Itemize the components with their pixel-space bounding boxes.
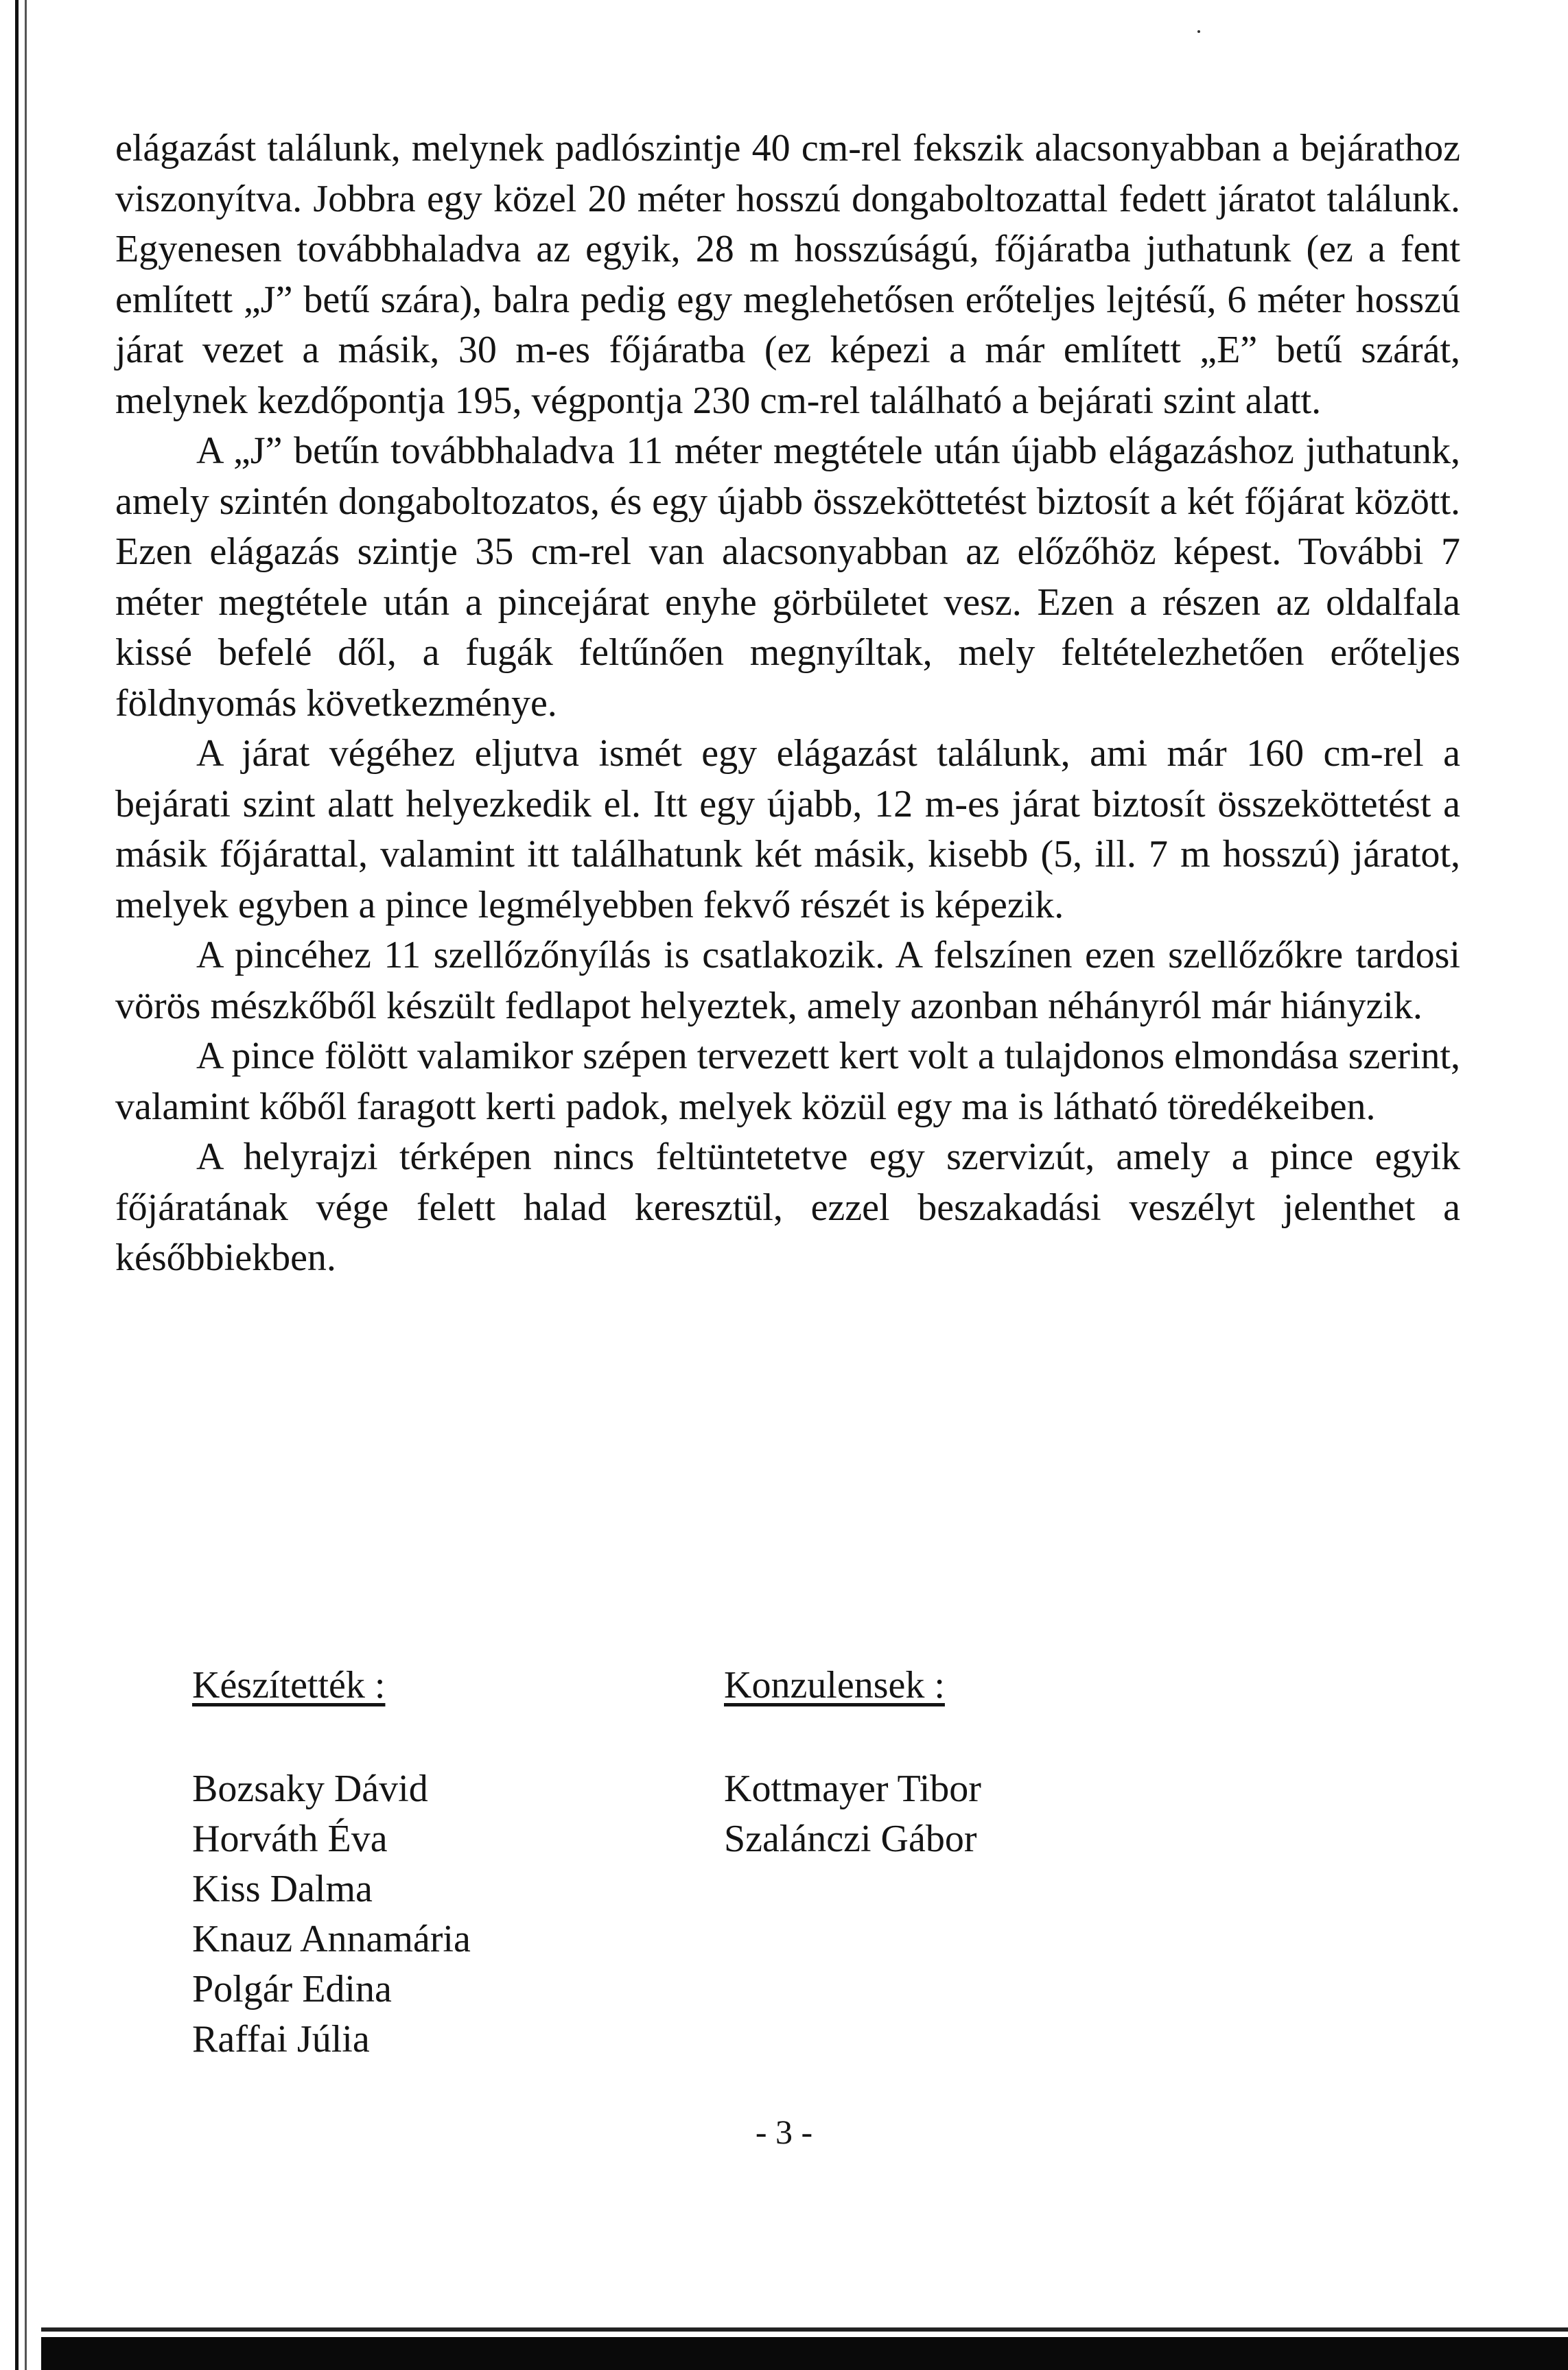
author-name: Knauz Annamária <box>192 1918 471 1960</box>
author-name: Kiss Dalma <box>192 1868 373 1910</box>
scan-speck <box>1197 30 1200 33</box>
consultants-heading: Konzulensek : <box>724 1664 945 1706</box>
author-name: Bozsaky Dávid <box>192 1768 428 1810</box>
paragraph-4: A pincéhez 11 szellőzőnyílás is csatlakozik. A felszínen ezen szellőzőkre tardosi vörös mészkőből készült fedlapot helyeztek, amely azonban néhányról már hiányzik. <box>115 934 1460 1027</box>
author-name: Polgár Edina <box>192 1968 392 2010</box>
scan-edge-bottom-line <box>41 2327 1568 2332</box>
author-name: Raffai Júlia <box>192 2018 370 2061</box>
scan-edge-left <box>15 0 19 2370</box>
scan-edge-bottom <box>41 2337 1568 2370</box>
consultant-name: Szalánczi Gábor <box>724 1818 977 1860</box>
author-name: Horváth Éva <box>192 1818 388 1860</box>
paragraph-1: elágazást találunk, melynek padlószintje 40 cm-rel fekszik alacsonyabban a bejárathoz viszonyítva. Jobbra egy közel 20 méter hosszú dongaboltozattal fedett járatot találunk. Egyenesen továbbhaladva az egyik, 28 m hosszúságú, főjáratba juthatunk (ez a fent említett „J” betű szára), balra pedig egy meglehetősen erőteljes lejtésű, 6 méter hosszú járat vezet a másik, 30 m-es főjáratba (ez képezi a már említett „E” betű szárát, melynek kezdőpontja 195, végpontja 230 cm-rel található a bejárati szint alatt. <box>115 127 1460 422</box>
scan-edge-left-inner <box>25 0 27 2370</box>
authors-heading: Készítették : <box>192 1664 386 1706</box>
body-text <box>115 124 1460 1284</box>
page-number: - 3 - <box>755 2113 813 2151</box>
paragraph-3: A járat végéhez eljutva ismét egy elágazást találunk, ami már 160 cm-rel a bejárati szint alatt helyezkedik el. Itt egy újabb, 12 m-es járat biztosít összeköttetést a másik főjárattal, valamint itt találhatunk két másik, kisebb (5, ill. 7 m hosszú) járatot, melyek egyben a pince legmélyebben fekvő részét is képezik. <box>115 732 1460 926</box>
consultants-column <box>724 1661 1204 1864</box>
paragraph-5: A pince fölött valamikor szépen tervezett kert volt a tulajdonos elmondása szerint, valamint kőből faragott kerti padok, melyek közül egy ma is látható töredékeiben. <box>115 1035 1460 1128</box>
consultant-name: Kottmayer Tibor <box>724 1768 981 1810</box>
paragraph-6: A helyrajzi térképen nincs feltüntetetve egy szervizút, amely a pince egyik főjáratának vége felett halad keresztül, ezzel beszakadási veszélyt jelenthet a későbbiekben. <box>115 1136 1460 1279</box>
paragraph-2: A „J” betűn továbbhaladva 11 méter megtétele után újabb elágazáshoz juthatunk, amely szintén dongaboltozatos, és egy újabb összeköttetést biztosít a két főjárat között. Ezen elágazás szintje 35 cm-rel van alacsonyabban az előzőhöz képest. További 7 méter megtétele után a pincejárat enyhe görbületet vesz. Ezen a részen az oldalfala kissé befelé dől, a fugák feltűnően megnyíltak, mely feltételezhetően erőteljes földnyomás következménye. <box>115 430 1460 725</box>
authors-column <box>192 1661 672 2065</box>
